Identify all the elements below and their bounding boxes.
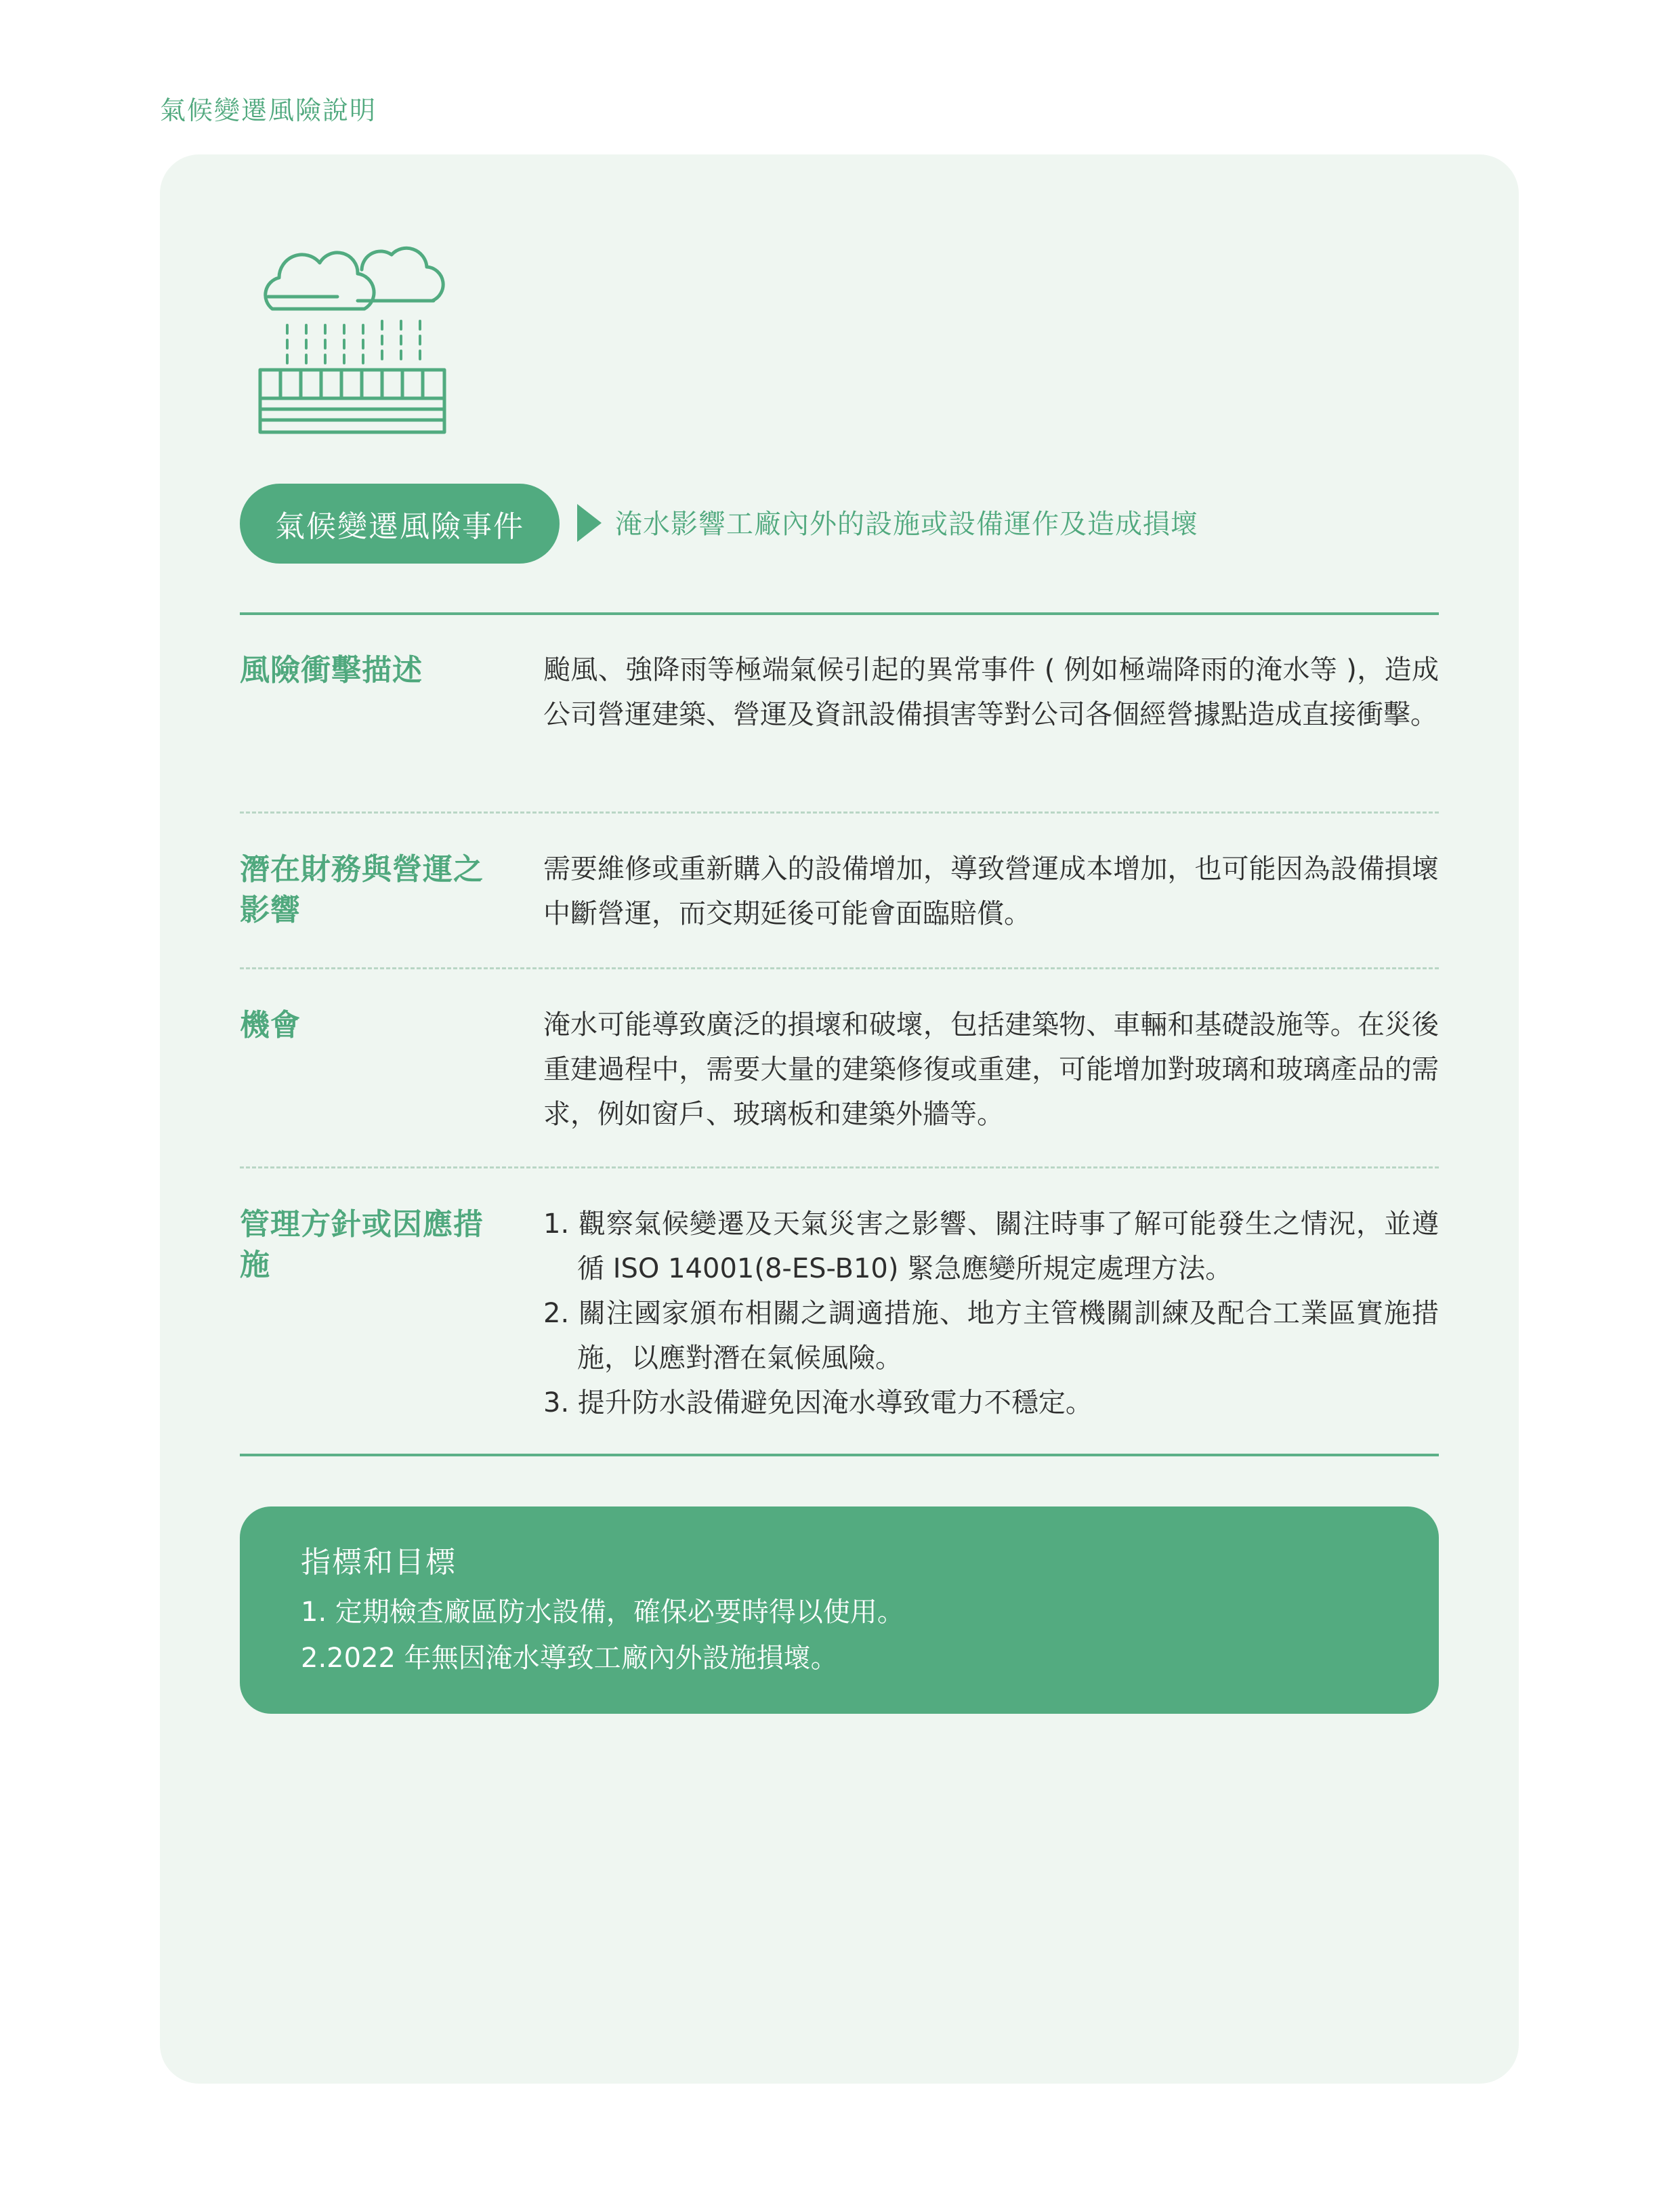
row-body-opportunity: 淹水可能導致廣泛的損壞和破壞，包括建築物、車輛和基礎設施等。在災後重建過程中，需要大量的建築修復或重建，可能增加對玻璃和玻璃產品的需求，例如窗戶、玻璃板和建築外牆等。 [543, 1009, 1439, 1130]
list-item: 2.2022 年無因淹水導致工廠內外設施損壞。 [301, 1643, 838, 1674]
risk-event-description: 淹水影響工廠內外的設施或設備運作及造成損壞 [615, 509, 1198, 540]
list-item: 1. 定期檢查廠區防水設備，確保必要時得以使用。 [301, 1597, 904, 1628]
risk-event-pill [240, 484, 560, 564]
play-arrow-icon [577, 504, 602, 542]
row-label-opportunity: 機會 [240, 1008, 301, 1042]
row-label-financial: 潛在財務與營運之影響 [240, 852, 484, 927]
list-item: 2. 關注國家頒布相關之調適措施、地方主管機關訓練及配合工業區實施措施，以應對潛在氣候風險。 [543, 1298, 1439, 1374]
targets-list [301, 1589, 1398, 1681]
row-divider [240, 967, 1439, 969]
row-divider [240, 1166, 1439, 1168]
section-divider-top [240, 612, 1439, 615]
page-section-title: 氣候變遷風險說明 [160, 96, 377, 125]
row-label-impact: 風險衝擊描述 [240, 653, 423, 688]
row-body-impact: 颱風、強降雨等極端氣候引起的異常事件 ( 例如極端降雨的淹水等 )，造成公司營運建築、營運及資訊設備損害等對公司各個經營據點造成直接衝擊。 [543, 654, 1439, 730]
targets-box [240, 1506, 1439, 1714]
row-body-measures [543, 1202, 1439, 1425]
section-divider-bottom [240, 1454, 1439, 1456]
list-item: 3. 提升防水設備避免因淹水導致電力不穩定。 [543, 1387, 1093, 1418]
row-label-measures: 管理方針或因應措施 [240, 1207, 484, 1282]
row-divider [240, 812, 1439, 814]
risk-event-pill-label: 氣候變遷風險事件 [275, 509, 524, 544]
list-item: 1. 觀察氣候變遷及天氣災害之影響、關注時事了解可能發生之情況，並遵循 ISO 14001(8-ES-B10) 緊急應變所規定處理方法。 [543, 1208, 1439, 1284]
row-body-financial: 需要維修或重新購入的設備增加，導致營運成本增加，也可能因為設備損壞中斷營運，而交期延後可能會面臨賠償。 [543, 853, 1439, 929]
rain-cloud-flood-icon [256, 238, 450, 436]
targets-title: 指標和目標 [301, 1545, 457, 1580]
